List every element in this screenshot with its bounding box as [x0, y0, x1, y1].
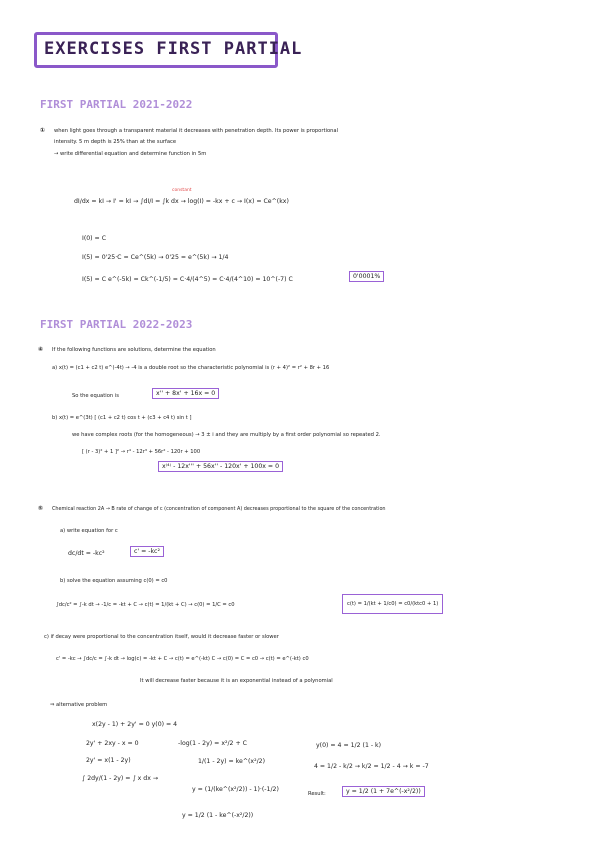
- answer-box: c' = -kc²: [130, 546, 164, 557]
- problem-text: when light goes through a transparent material it decreases with penetration depth. Its power is proportional: [54, 128, 339, 134]
- equation: x(2y - 1) + 2y' = 0 y(0) = 4: [92, 721, 178, 728]
- equation: ∫ 2dy/(1 - 2y) = ∫ x dx →: [82, 775, 159, 782]
- problem-number: ④: [38, 346, 44, 353]
- problem-text: → write differential equation and determine function in 5m: [54, 151, 207, 157]
- problem-number: ⑤: [38, 505, 44, 512]
- problem-text: So the equation is: [72, 393, 119, 399]
- equation: ∫dc/c² = ∫-k dt → -1/c = -kt + C → c(t) = 1/(kt + C) → c(0) = 1/C = c0: [56, 602, 235, 608]
- equation: y(0) = 4 = 1/2 (1 - k): [316, 742, 382, 749]
- part-a: a) write equation for c: [60, 528, 118, 534]
- equation: c' = -kc → ∫dc/c = ∫-k dt → log(c) = -kt + C → c(t) = e^(-kt) C → c(0) = C = c0 → c(t) = e^(-kt) c0: [56, 656, 309, 662]
- problem-text: Chemical reaction 2A → B rate of change of c (concentration of component A) decreases proportional to the square of the concentration: [52, 506, 386, 512]
- page-title: EXERCISES FIRST PARTIAL: [44, 39, 303, 59]
- problem-number: ①: [40, 127, 46, 134]
- equation: y = 1/2 (1 - ke^(-x²/2)): [182, 812, 254, 819]
- equation: 2y' + 2xy - x = 0: [86, 740, 139, 747]
- equation: dc/dt = -kc²: [68, 550, 105, 557]
- part-c: c) if decay were proportional to the concentration itself, would it decrease faster or slower: [44, 634, 279, 640]
- equation: 4 = 1/2 - k/2 → k/2 = 1/2 - 4 → k = -7: [314, 763, 429, 770]
- annotation: constant: [172, 188, 192, 193]
- answer-box: y = 1/2 (1 + 7e^(-x²/2)): [342, 786, 425, 797]
- equation: dI/dx = kI → I' = kI → ∫dI/I = ∫k dx → log(I) = -kx + c → I(x) = Ce^(kx): [74, 198, 289, 205]
- note: It will decrease faster because it is an exponential instead of a polynomial: [140, 678, 333, 684]
- equation: I(5) = C e^(-5k) = Ck^(-1/5) = C·4/(4^5) = C·4/(4^10) = 10^(-7) C: [82, 276, 293, 283]
- equation: I(0) = C: [82, 235, 107, 242]
- result-label: Result:: [308, 791, 326, 797]
- part-b: b) x(t) = e^(3t) [ (c1 + c2 t) cos t + (c3 + c4 t) sin t ]: [52, 415, 192, 421]
- problem-text: If the following functions are solutions, determine the equation: [52, 347, 216, 353]
- equation: -log(1 - 2y) = x²/2 + C: [178, 740, 247, 747]
- alt-label: ⇒ alternative problem: [50, 702, 108, 708]
- answer-box: x⁽⁴⁾ - 12x''' + 56x'' - 120x' + 100x = 0: [158, 461, 283, 472]
- equation: 1/(1 - 2y) = ke^(x²/2): [198, 758, 266, 765]
- equation: y = (1/(ke^(x²/2)) - 1)·(-1/2): [192, 786, 279, 793]
- equation: 2y' = x(1 - 2y): [86, 757, 131, 764]
- answer-box: 0'0001%: [349, 271, 384, 282]
- answer-box: x'' + 8x' + 16x = 0: [152, 388, 219, 399]
- problem-text: intensity. 5 m depth is 25% than at the surface: [54, 139, 177, 145]
- equation: [ (r - 3)² + 1 ]² → r⁴ - 12r³ + 56r² - 120r + 100: [82, 449, 201, 455]
- section-heading-2021: FIRST PARTIAL 2021-2022: [40, 98, 193, 111]
- section-heading-2022: FIRST PARTIAL 2022-2023: [40, 318, 193, 331]
- part-a: a) x(t) = (c1 + c2 t) e^(-4t) → -4 is a double root so the characteristic polynomial is (r + 4)² = r² + 8r + 16: [52, 365, 330, 371]
- equation: I(5) = 0'25·C = Ce^(5k) → 0'25 = e^(5k) → 1/4: [82, 254, 229, 261]
- answer-box: c(t) = 1/(kt + 1/c0) = c0/(ktc0 + 1): [342, 594, 443, 614]
- part-b: b) solve the equation assuming c(0) = c0: [60, 578, 168, 584]
- problem-text: we have complex roots (for the homogeneous) → 3 ± i and they are multiply by a first order polynomial so repeated 2.: [72, 432, 381, 438]
